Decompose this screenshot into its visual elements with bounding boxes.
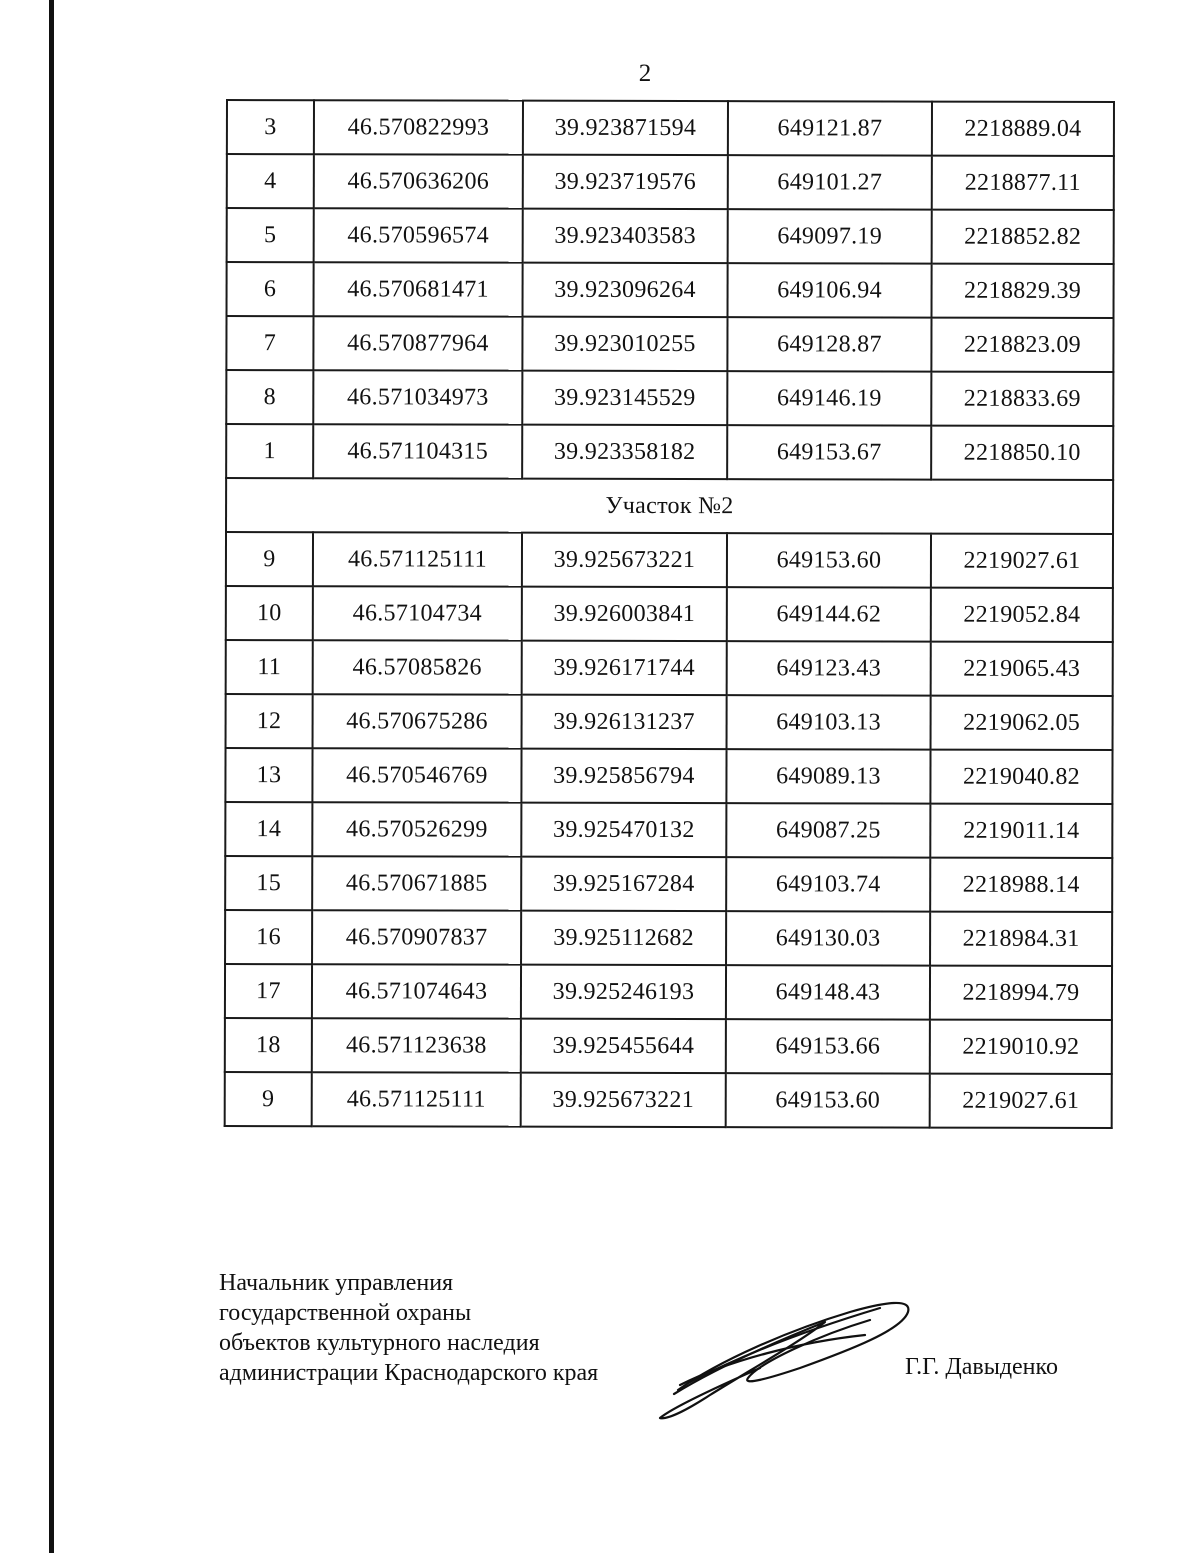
- point-number-cell: 6: [227, 262, 314, 316]
- y-coordinate-cell: 2218889.04: [932, 102, 1114, 156]
- y-coordinate-cell: 2218823.09: [931, 318, 1113, 372]
- latitude-cell: 46.570526299: [312, 802, 521, 856]
- table-row: [225, 856, 1112, 912]
- point-number-cell: 7: [226, 316, 313, 370]
- y-coordinate-cell: 2219027.61: [930, 1074, 1112, 1128]
- table-row: [225, 964, 1112, 1020]
- longitude-cell: 39.925112682: [521, 911, 726, 965]
- y-coordinate-cell: 2218850.10: [931, 426, 1113, 480]
- x-coordinate-cell: 649128.87: [727, 317, 931, 371]
- x-coordinate-cell: 649146.19: [727, 371, 931, 425]
- table-row: [225, 748, 1112, 804]
- point-number-cell: 5: [227, 208, 314, 262]
- x-coordinate-cell: 649153.67: [727, 425, 931, 479]
- latitude-cell: 46.570822993: [314, 100, 523, 154]
- page-edge-bar: [49, 0, 54, 1553]
- point-number-cell: 4: [227, 154, 314, 208]
- latitude-cell: 46.571034973: [313, 370, 522, 424]
- latitude-cell: 46.57085826: [313, 640, 522, 694]
- y-coordinate-cell: 2218877.11: [932, 156, 1114, 210]
- x-coordinate-cell: 649097.19: [728, 209, 932, 263]
- point-number-cell: 14: [225, 802, 312, 856]
- y-coordinate-cell: 2219011.14: [930, 804, 1112, 858]
- table-row: [226, 424, 1113, 480]
- signatory-name: Г.Г. Давыденко: [905, 1354, 1058, 1380]
- table-row: [225, 1072, 1112, 1128]
- point-number-cell: 18: [225, 1018, 312, 1072]
- longitude-cell: 39.925167284: [521, 857, 726, 911]
- latitude-cell: 46.571123638: [312, 1018, 521, 1072]
- table-row: [227, 262, 1114, 318]
- table-row: [226, 316, 1113, 372]
- longitude-cell: 39.925470132: [521, 803, 726, 857]
- latitude-cell: 46.571104315: [313, 424, 522, 478]
- y-coordinate-cell: 2219040.82: [930, 750, 1112, 804]
- latitude-cell: 46.570681471: [314, 262, 523, 316]
- table-row: [227, 100, 1114, 156]
- table-row: [225, 910, 1112, 966]
- latitude-cell: 46.570671885: [312, 856, 521, 910]
- point-number-cell: 16: [225, 910, 312, 964]
- latitude-cell: 46.570877964: [313, 316, 522, 370]
- y-coordinate-cell: 2219052.84: [931, 588, 1113, 642]
- longitude-cell: 39.923403583: [523, 209, 728, 263]
- coordinates-table: [224, 99, 1115, 1129]
- x-coordinate-cell: 649121.87: [728, 101, 932, 155]
- coordinates-table-body: [225, 100, 1114, 1128]
- x-coordinate-cell: 649144.62: [727, 587, 931, 641]
- longitude-cell: 39.923145529: [522, 371, 727, 425]
- latitude-cell: 46.57104734: [313, 586, 522, 640]
- signatory-title-line: администрации Краснодарского края: [219, 1360, 599, 1386]
- signatory-title: [219, 1268, 598, 1388]
- signatory-title-line: объектов культурного наследия: [219, 1330, 540, 1356]
- latitude-cell: 46.571125111: [312, 1072, 521, 1126]
- point-number-cell: 3: [227, 100, 314, 154]
- latitude-cell: 46.571074643: [312, 964, 521, 1018]
- longitude-cell: 39.925673221: [522, 533, 727, 587]
- latitude-cell: 46.570546769: [312, 748, 521, 802]
- point-number-cell: 15: [225, 856, 312, 910]
- longitude-cell: 39.926003841: [522, 587, 727, 641]
- latitude-cell: 46.570636206: [314, 154, 523, 208]
- x-coordinate-cell: 649153.66: [726, 1019, 930, 1073]
- longitude-cell: 39.923010255: [522, 317, 727, 371]
- table-row: [226, 586, 1113, 642]
- longitude-cell: 39.926171744: [522, 641, 727, 695]
- x-coordinate-cell: 649103.74: [726, 857, 930, 911]
- x-coordinate-cell: 649101.27: [728, 155, 932, 209]
- point-number-cell: 9: [225, 1072, 312, 1126]
- x-coordinate-cell: 649153.60: [726, 1073, 930, 1127]
- point-number-cell: 8: [226, 370, 313, 424]
- x-coordinate-cell: 649087.25: [726, 803, 930, 857]
- x-coordinate-cell: 649106.94: [728, 263, 932, 317]
- table-row: [226, 640, 1113, 696]
- point-number-cell: 1: [226, 424, 313, 478]
- signatory-title-line: государственной охраны: [219, 1300, 472, 1326]
- latitude-cell: 46.570907837: [312, 910, 521, 964]
- x-coordinate-cell: 649130.03: [726, 911, 930, 965]
- latitude-cell: 46.570596574: [314, 208, 523, 262]
- section-title: Участок №2: [226, 478, 1113, 534]
- point-number-cell: 10: [226, 586, 313, 640]
- page-number: 2: [638, 60, 652, 87]
- x-coordinate-cell: 649153.60: [727, 533, 931, 587]
- point-number-cell: 9: [226, 532, 313, 586]
- y-coordinate-cell: 2218833.69: [931, 372, 1113, 426]
- table-row: [226, 694, 1113, 750]
- longitude-cell: 39.925673221: [521, 1073, 726, 1127]
- section-header-row: [226, 478, 1113, 534]
- y-coordinate-cell: 2219065.43: [931, 642, 1113, 696]
- handwritten-signature: [650, 1290, 920, 1430]
- table-row: [225, 802, 1112, 858]
- x-coordinate-cell: 649103.13: [727, 695, 931, 749]
- y-coordinate-cell: 2218988.14: [930, 858, 1112, 912]
- longitude-cell: 39.923871594: [523, 101, 728, 155]
- point-number-cell: 13: [225, 748, 312, 802]
- longitude-cell: 39.925856794: [521, 749, 726, 803]
- point-number-cell: 11: [226, 640, 313, 694]
- y-coordinate-cell: 2219062.05: [931, 696, 1113, 750]
- table-row: [227, 208, 1114, 264]
- table-row: [227, 154, 1114, 210]
- y-coordinate-cell: 2219027.61: [931, 534, 1113, 588]
- longitude-cell: 39.923719576: [523, 155, 728, 209]
- table-row: [226, 370, 1113, 426]
- signatory-title-line: Начальник управления: [219, 1270, 454, 1296]
- x-coordinate-cell: 649123.43: [727, 641, 931, 695]
- y-coordinate-cell: 2219010.92: [930, 1020, 1112, 1074]
- latitude-cell: 46.570675286: [313, 694, 522, 748]
- longitude-cell: 39.923358182: [522, 425, 727, 479]
- longitude-cell: 39.925246193: [521, 965, 726, 1019]
- point-number-cell: 17: [225, 964, 312, 1018]
- x-coordinate-cell: 649089.13: [726, 749, 930, 803]
- y-coordinate-cell: 2218984.31: [930, 912, 1112, 966]
- point-number-cell: 12: [226, 694, 313, 748]
- longitude-cell: 39.923096264: [523, 263, 728, 317]
- table-row: [226, 532, 1113, 588]
- longitude-cell: 39.925455644: [521, 1019, 726, 1073]
- latitude-cell: 46.571125111: [313, 532, 522, 586]
- longitude-cell: 39.926131237: [522, 695, 727, 749]
- y-coordinate-cell: 2218829.39: [932, 264, 1114, 318]
- y-coordinate-cell: 2218994.79: [930, 966, 1112, 1020]
- y-coordinate-cell: 2218852.82: [932, 210, 1114, 264]
- table-row: [225, 1018, 1112, 1074]
- x-coordinate-cell: 649148.43: [726, 965, 930, 1019]
